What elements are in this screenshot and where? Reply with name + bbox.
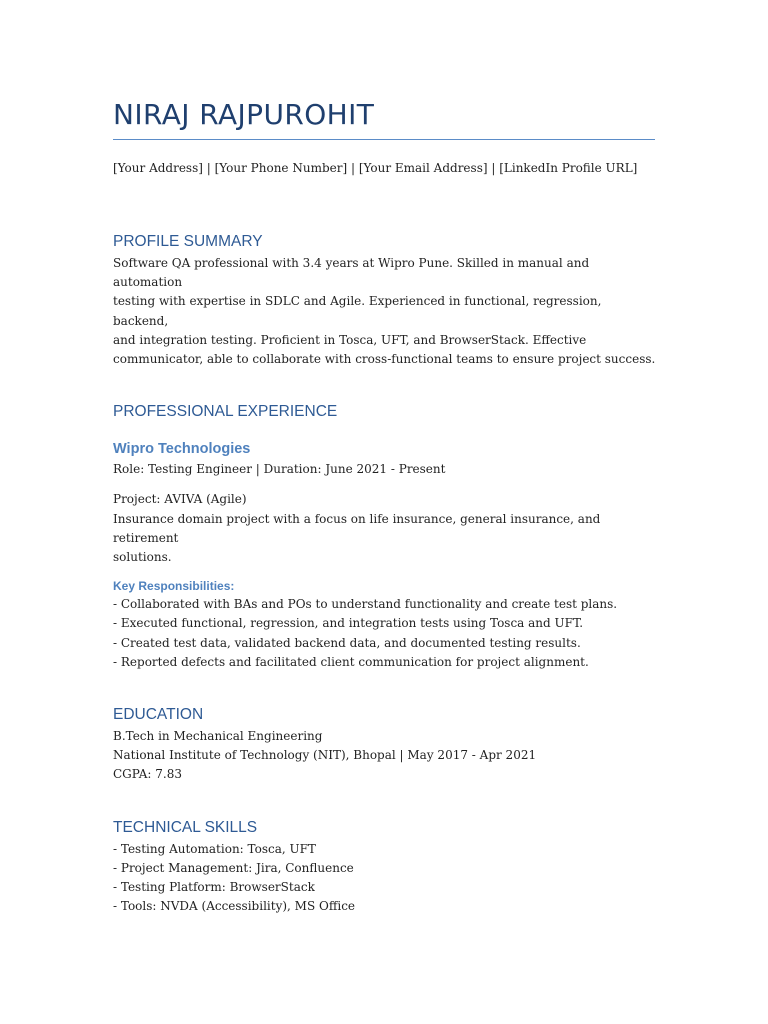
project-block (113, 490, 658, 567)
section-title-education: EDUCATION (113, 706, 204, 724)
summary-line: testing with expertise in SDLC and Agile. Experienced in functional, regression, backend, (113, 294, 602, 328)
responsibilities-heading: Key Responsibilities: (113, 579, 235, 594)
summary-line: Software QA professional with 3.4 years at Wipro Pune. Skilled in manual and automation (113, 256, 590, 290)
list-item: - Project Management: Jira, Confluence (113, 860, 354, 875)
education-line: National Institute of Technology (NIT), Bhopal | May 2017 - Apr 2021 (113, 748, 537, 763)
summary-line: communicator, able to collaborate with cross-functional teams to ensure project success. (113, 352, 656, 367)
summary-line: and integration testing. Proficient in Tosca, UFT, and BrowserStack. Effective (113, 332, 587, 347)
section-title-technical-skills: TECHNICAL SKILLS (113, 818, 258, 836)
list-item: - Testing Automation: Tosca, UFT (113, 841, 316, 856)
list-item: - Reported defects and facilitated client communication for project alignment. (113, 654, 589, 669)
project-description-line: solutions. (113, 550, 172, 565)
responsibilities-list (113, 595, 658, 672)
name-divider (113, 139, 655, 140)
company-name: Wipro Technologies (113, 441, 251, 458)
role-duration-line: Role: Testing Engineer | Duration: June 2021 - Present (113, 462, 446, 477)
list-item: - Testing Platform: BrowserStack (113, 880, 315, 895)
candidate-name: NIRAJ RAJPUROHIT (113, 98, 375, 131)
skills-list (113, 840, 658, 917)
profile-summary-text (113, 254, 658, 369)
experience-entry (113, 439, 658, 672)
contact-line: [Your Address] | [Your Phone Number] | [Your Email Address] | [LinkedIn Profile URL] (113, 161, 638, 175)
resume-content (113, 96, 658, 916)
project-description-line: Insurance domain project with a focus on life insurance, general insurance, and retirement (113, 511, 601, 545)
list-item: - Executed functional, regression, and integration tests using Tosca and UFT. (113, 616, 584, 631)
list-item: - Collaborated with BAs and POs to understand functionality and create test plans. (113, 597, 618, 612)
education-entry (113, 727, 658, 785)
list-item: - Created test data, validated backend data, and documented testing results. (113, 635, 581, 650)
section-title-professional-experience: PROFESSIONAL EXPERIENCE (113, 403, 338, 421)
project-line: Project: AVIVA (Agile) (113, 492, 247, 507)
education-line: CGPA: 7.83 (113, 767, 182, 782)
list-item: - Tools: NVDA (Accessibility), MS Office (113, 899, 356, 914)
education-line: B.Tech in Mechanical Engineering (113, 729, 323, 744)
section-title-profile-summary: PROFILE SUMMARY (113, 233, 263, 250)
